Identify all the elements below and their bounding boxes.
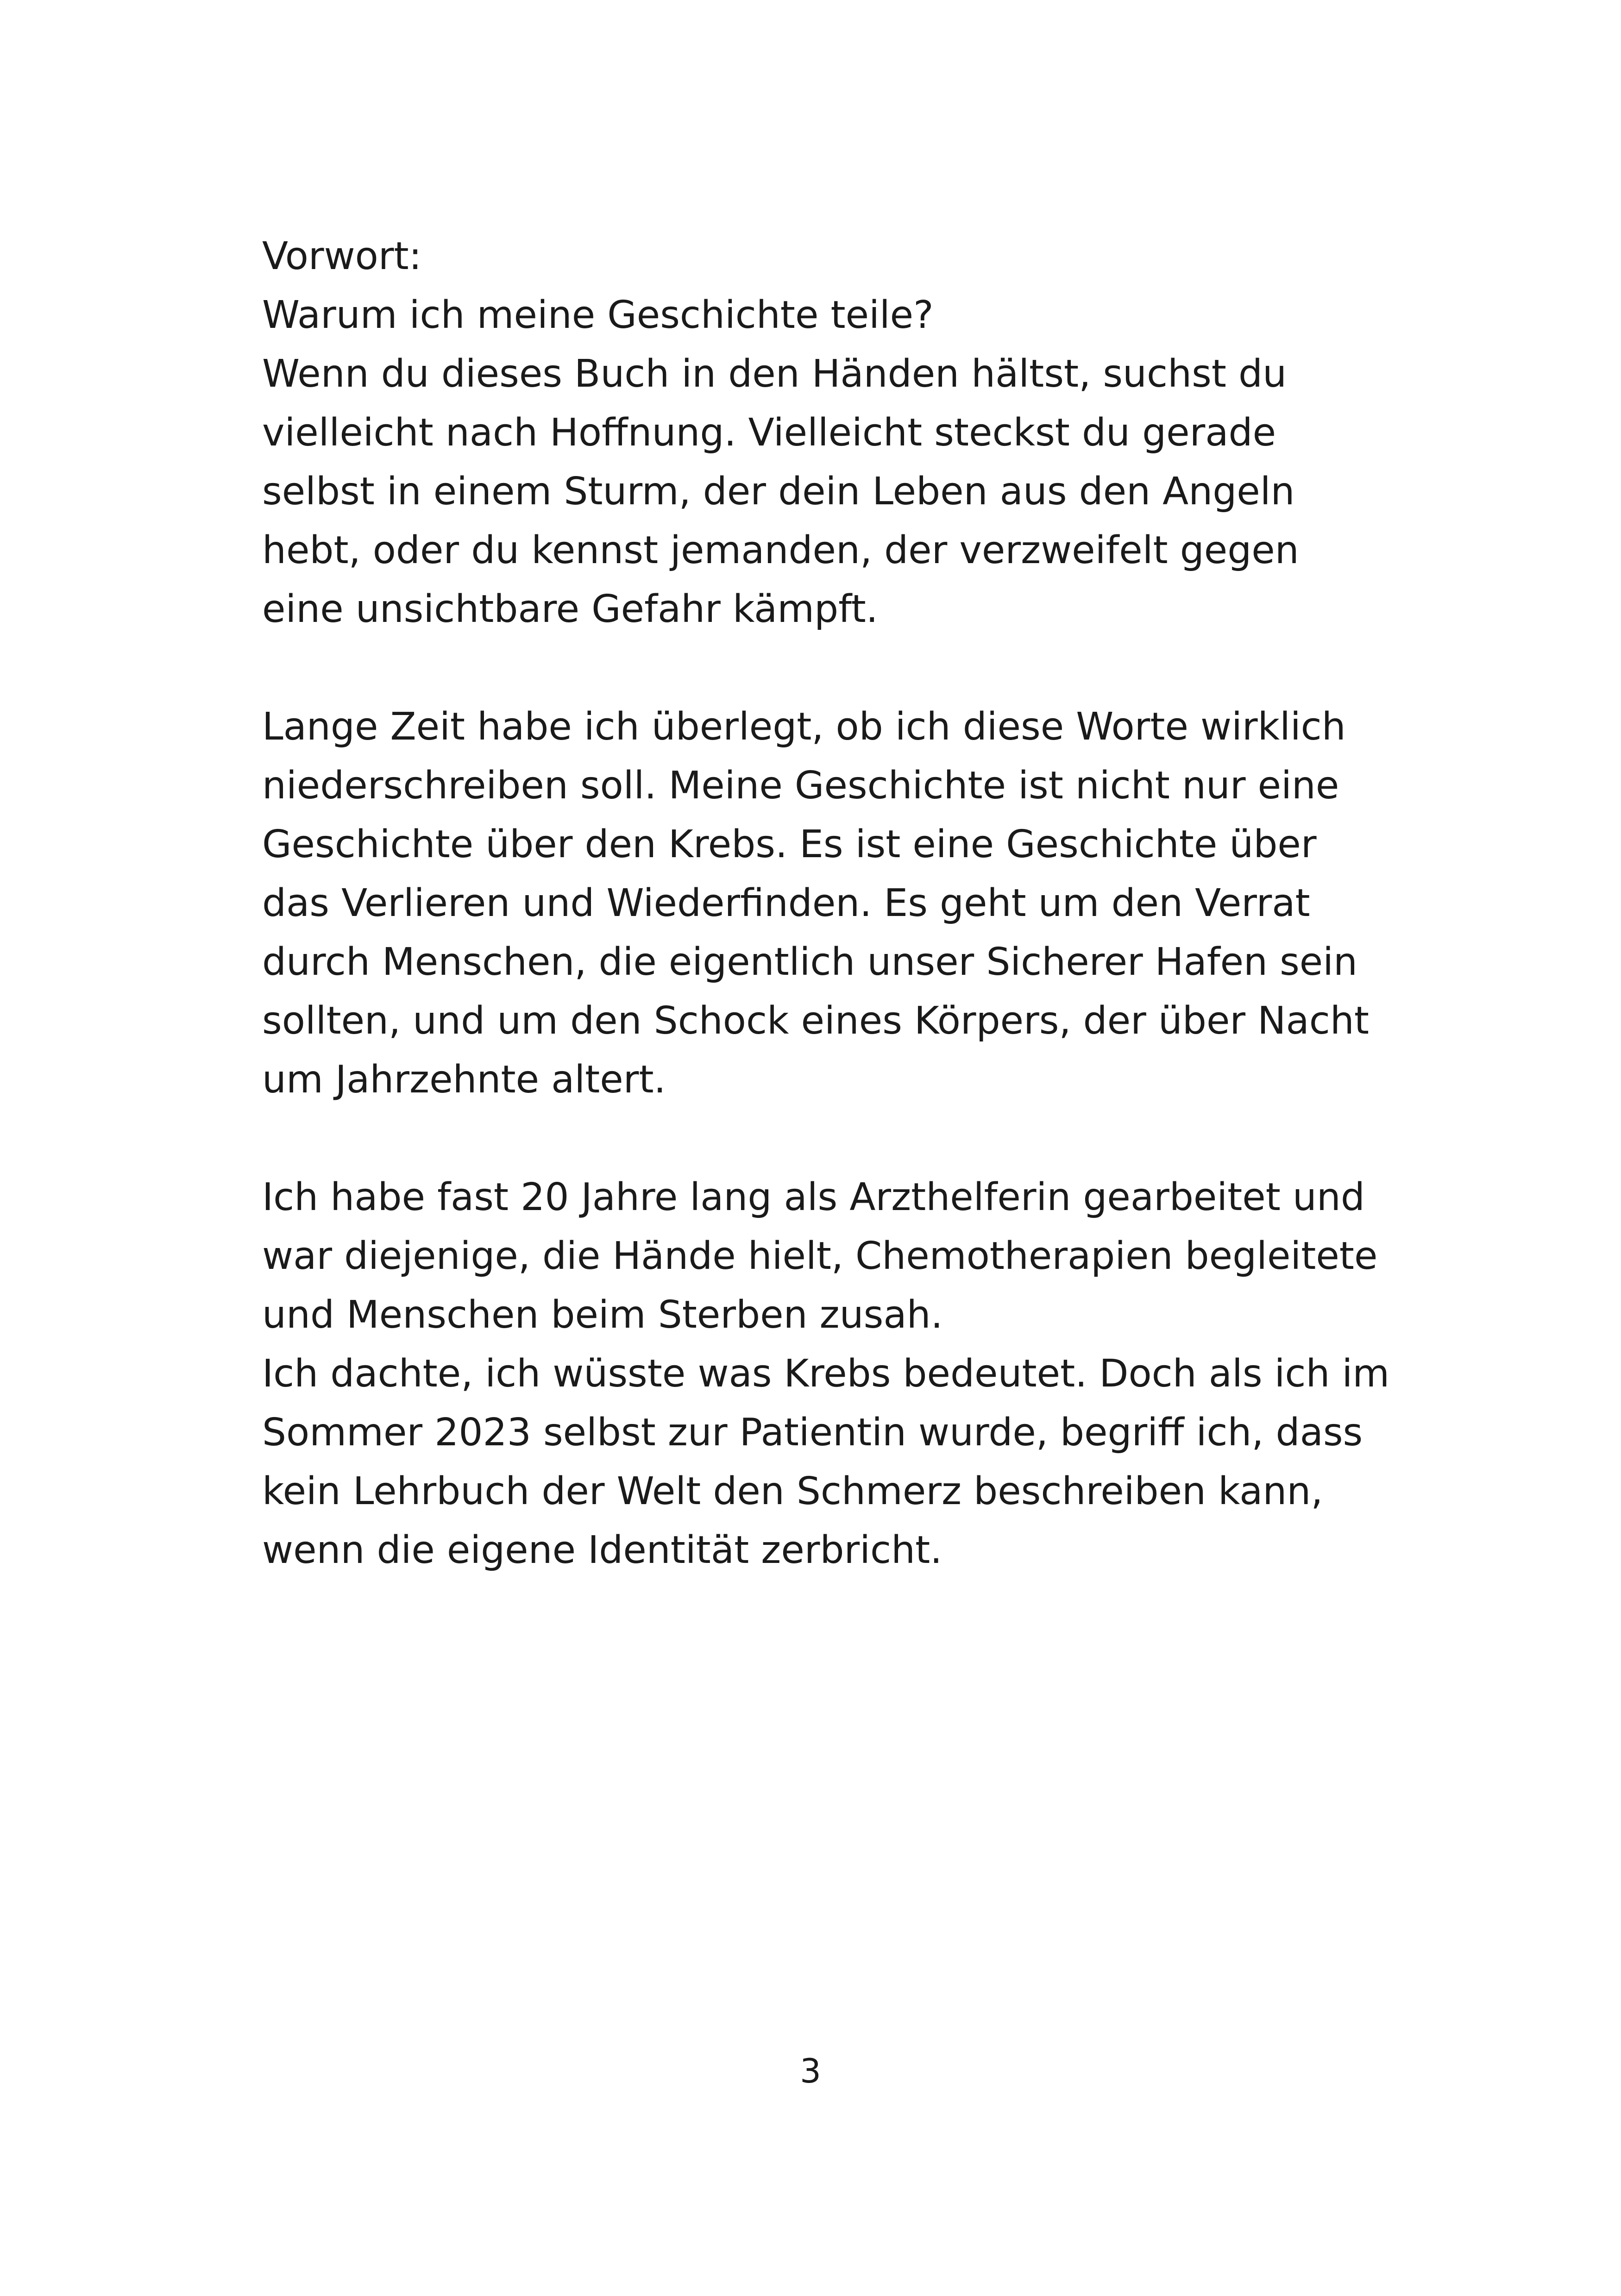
paragraph-3 (262, 1168, 1420, 1344)
text-line: wenn die eigene Identität zerbricht. (262, 1528, 942, 1572)
text-line: das Verlieren und Wiederfinden. Es geht um den Verrat (262, 881, 1310, 925)
text-line: kein Lehrbuch der Welt den Schmerz beschreiben kann, (262, 1469, 1323, 1513)
text-line: niederschreiben soll. Meine Geschichte ist nicht nur eine (262, 764, 1339, 808)
text-line: Ich habe fast 20 Jahre lang als Arzthelferin gearbeitet und (262, 1175, 1365, 1219)
text-line: selbst in einem Sturm, der dein Leben aus den Angeln (262, 470, 1295, 514)
text-line: um Jahrzehnte altert. (262, 1058, 666, 1102)
paragraph-1 (262, 345, 1420, 639)
text-line: Lange Zeit habe ich überlegt, ob ich diese Worte wirklich (262, 705, 1346, 749)
text-line: hebt, oder du kennst jemanden, der verzweifelt gegen (262, 528, 1299, 572)
text-line: vielleicht nach Hoffnung. Vielleicht steckst du gerade (262, 411, 1276, 455)
page-body-text (262, 227, 1420, 1580)
page-number: 3 (800, 2051, 821, 2090)
foreword-heading: Vorwort: (262, 234, 422, 278)
paragraph-2 (262, 697, 1420, 1109)
text-line: Ich dachte, ich wüsste was Krebs bedeutet. Doch als ich im (262, 1352, 1390, 1396)
foreword-subheading: Warum ich meine Geschichte teile? (262, 293, 934, 337)
paragraph-4 (262, 1344, 1420, 1580)
paragraph-spacer (262, 639, 1420, 697)
paragraph-spacer (262, 1109, 1420, 1168)
text-line: und Menschen beim Sterben zusah. (262, 1293, 943, 1337)
text-line: Wenn du dieses Buch in den Händen hältst, suchst du (262, 352, 1287, 396)
text-line: Geschichte über den Krebs. Es ist eine Geschichte über (262, 822, 1317, 866)
text-line: eine unsichtbare Gefahr kämpft. (262, 587, 878, 631)
text-line: durch Menschen, die eigentlich unser Sicherer Hafen sein (262, 940, 1357, 984)
text-line: sollten, und um den Schock eines Körpers, der über Nacht (262, 999, 1369, 1043)
text-line: war diejenige, die Hände hielt, Chemotherapien begleitete (262, 1234, 1378, 1278)
text-line: Sommer 2023 selbst zur Patientin wurde, begriff ich, dass (262, 1411, 1363, 1455)
